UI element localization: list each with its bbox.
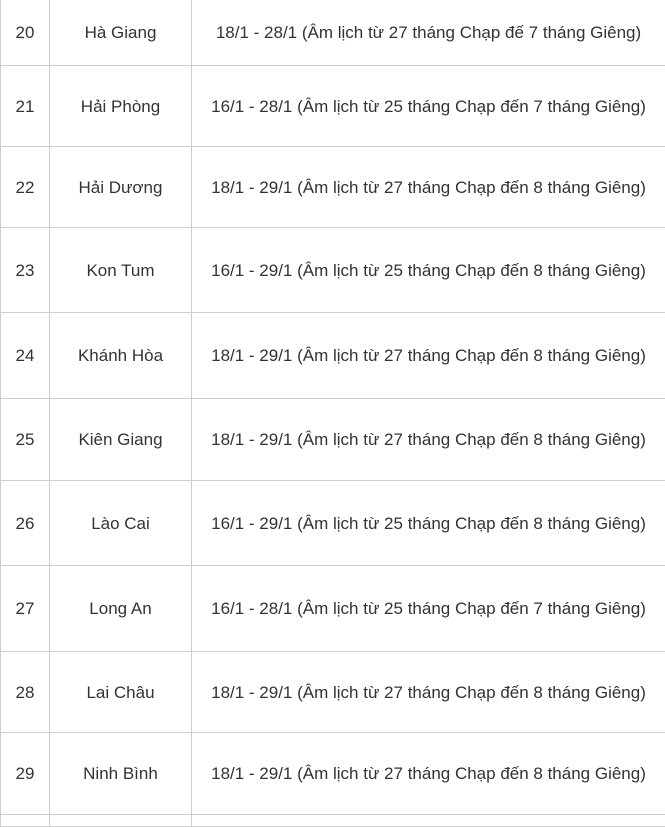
row-number-cell: 26	[1, 481, 50, 566]
holiday-dates-cell: 18/1 - 29/1 (Âm lịch từ 27 tháng Chạp đến 8 tháng Giêng)	[192, 652, 665, 733]
table-row	[1, 399, 665, 481]
table-row	[1, 566, 665, 652]
table-row	[1, 313, 665, 399]
row-number-cell: 21	[1, 66, 50, 147]
province-cell: Kiên Giang	[50, 399, 192, 481]
table-row	[1, 652, 665, 733]
row-number-cell: 29	[1, 733, 50, 815]
holiday-dates-cell: 16/1 - 29/1 (Âm lịch từ 25 tháng Chạp đến 8 tháng Giêng)	[192, 481, 665, 566]
holiday-dates-cell: 18/1 - 29/1 (Âm lịch từ 27 tháng Chạp đến 8 tháng Giêng)	[192, 313, 665, 399]
province-cell: Hải Phòng	[50, 66, 192, 147]
province-cell: Long An	[50, 566, 192, 652]
table-row	[1, 228, 665, 313]
empty-cell	[50, 815, 192, 827]
empty-cell	[1, 815, 50, 827]
province-cell: Hải Dương	[50, 147, 192, 228]
table-row-partial	[1, 815, 665, 827]
province-cell: Ninh Bình	[50, 733, 192, 815]
province-cell: Kon Tum	[50, 228, 192, 313]
table-row	[1, 481, 665, 566]
holiday-dates-cell: 16/1 - 28/1 (Âm lịch từ 25 tháng Chạp đến 7 tháng Giêng)	[192, 566, 665, 652]
province-cell: Lai Châu	[50, 652, 192, 733]
row-number-cell: 22	[1, 147, 50, 228]
row-number-cell: 27	[1, 566, 50, 652]
province-cell: Khánh Hòa	[50, 313, 192, 399]
province-cell: Hà Giang	[50, 0, 192, 66]
row-number-cell: 25	[1, 399, 50, 481]
table-row	[1, 733, 665, 815]
holiday-dates-cell: 18/1 - 28/1 (Âm lịch từ 27 tháng Chạp đế 7 tháng Giêng)	[192, 0, 665, 66]
table-body	[1, 0, 665, 827]
row-number-cell: 23	[1, 228, 50, 313]
table-row	[1, 66, 665, 147]
table-row	[1, 147, 665, 228]
row-number-cell: 20	[1, 0, 50, 66]
holiday-dates-cell: 18/1 - 29/1 (Âm lịch từ 27 tháng Chạp đến 8 tháng Giêng)	[192, 733, 665, 815]
holiday-dates-cell: 16/1 - 28/1 (Âm lịch từ 25 tháng Chạp đến 7 tháng Giêng)	[192, 66, 665, 147]
holiday-dates-cell: 16/1 - 29/1 (Âm lịch từ 25 tháng Chạp đến 8 tháng Giêng)	[192, 228, 665, 313]
row-number-cell: 28	[1, 652, 50, 733]
empty-cell	[192, 815, 665, 827]
province-cell: Lào Cai	[50, 481, 192, 566]
holiday-dates-cell: 18/1 - 29/1 (Âm lịch từ 27 tháng Chạp đến 8 tháng Giêng)	[192, 399, 665, 481]
holiday-dates-cell: 18/1 - 29/1 (Âm lịch từ 27 tháng Chạp đến 8 tháng Giêng)	[192, 147, 665, 228]
row-number-cell: 24	[1, 313, 50, 399]
table-row	[1, 0, 665, 66]
